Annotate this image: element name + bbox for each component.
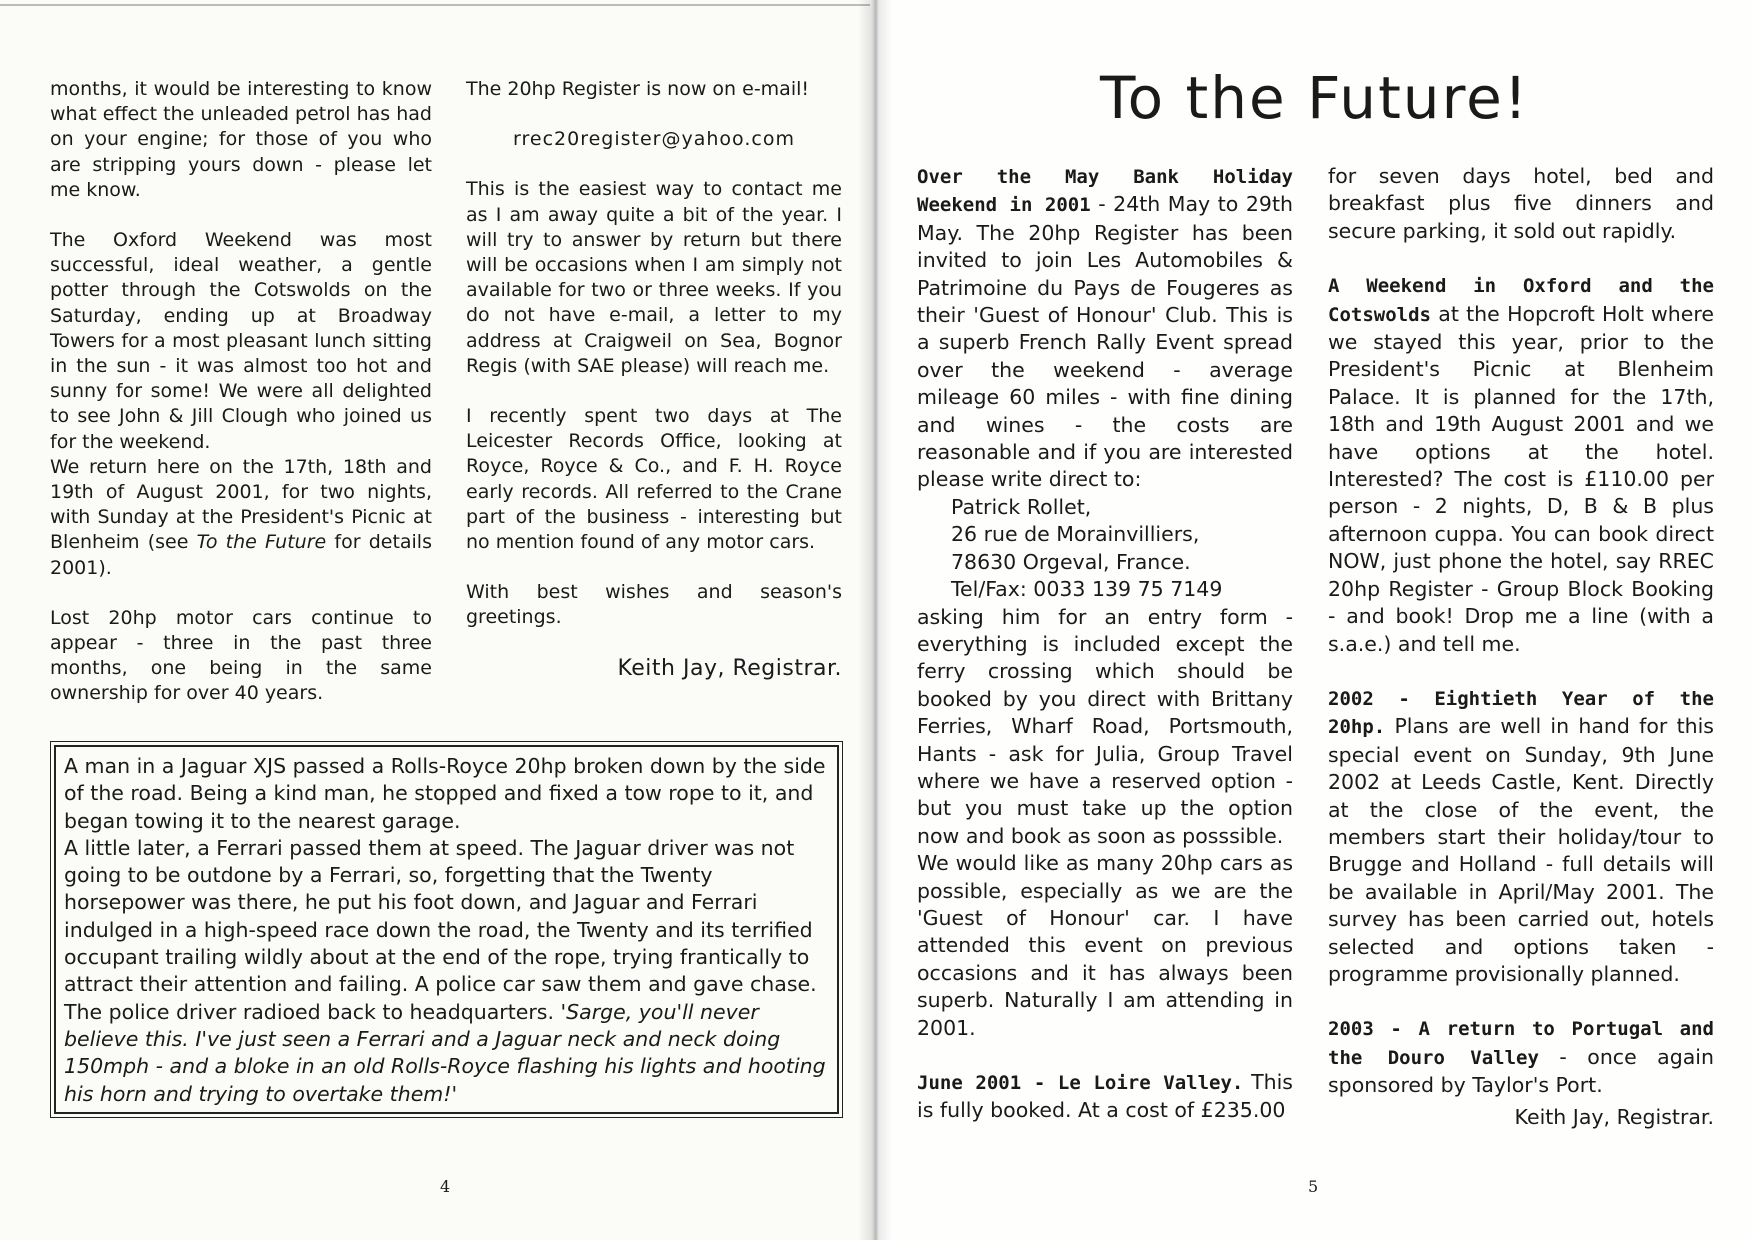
section-heading: 2003 - A return to Portugal and the Douro Valley <box>1328 1018 1714 1069</box>
paragraph: With best wishes and season's greetings. <box>466 581 842 629</box>
paragraph <box>917 1069 1293 1125</box>
address-line: Tel/Fax: 0033 139 75 7149 <box>951 577 1223 602</box>
story-paragraph: A man in a Jaguar XJS passed a Rolls-Royce 20hp broken down by the side of the road. Being a kind man, he stopped and fixed a tow rope to it, and began towing it to the nearest garage. <box>64 754 826 833</box>
italic-reference: To the Future <box>196 531 327 554</box>
paragraph: This is the easiest way to contact me as I am away quite a bit of the year. I will try to answer by return but there will be occasions when I am simply not available for two or three weeks. If you do not have e-mail, a letter to my address at Craigweil on Sea, Bognor Regis (with SAE please) will reach me. <box>466 178 842 377</box>
address-line: 78630 Orgeval, France. <box>951 549 1191 574</box>
email-address: rrec20register@yahoo.com <box>513 128 795 151</box>
paragraph: asking him for an entry form - everything is included except the ferry crossing which should be booked by you direct with Brittany Ferries, Wharf Road, Portsmouth, Hants - ask for Julia, Group Travel where we have a reserved option - but you must take up the option now and book as soon as posssible. <box>917 604 1293 848</box>
section-heading: Over the May Bank Holiday Weekend in 2001 <box>917 166 1293 217</box>
section-heading: A Weekend in Oxford and the Cotswolds <box>1328 275 1714 326</box>
book-gutter <box>858 0 892 1240</box>
left-page <box>0 0 872 1240</box>
address-line: Patrick Rollet, <box>951 494 1092 519</box>
anecdote-box <box>54 745 839 1114</box>
left-column-1 <box>50 77 432 732</box>
right-column-2 <box>1328 163 1714 1158</box>
story-paragraph: A little later, a Ferrari passed them at speed. The Jaguar driver was not going to be outdone by a Ferrari, so, forgetting that the Twenty horsepower was there, he put his foot down, and Jaguar and Ferrari indulged in a high-speed race down the road, the Twenty and its terrified occupant trailing wildly about at the end of the rope, trying frantically to attract their attention and failing. A police car saw them and gave chase. <box>64 835 817 997</box>
page-number: 4 <box>440 1177 451 1196</box>
paragraph: for seven days hotel, bed and breakfast plus five dinners and secure parking, it sold out rapidly. <box>1328 164 1714 243</box>
signature: Keith Jay, Registrar. <box>617 655 842 681</box>
text-run: - once again sponsored by Taylor's Port. <box>1328 1044 1714 1098</box>
paragraph <box>1328 1015 1714 1099</box>
paragraph <box>50 455 432 581</box>
top-rule <box>0 4 870 6</box>
page-number: 5 <box>1308 1177 1319 1196</box>
text-run: This is fully booked. At a cost of £235.00 <box>917 1070 1293 1123</box>
right-column-1 <box>917 163 1293 1152</box>
paragraph: I recently spent two days at The Leicester Records Office, looking at Royce, Royce & Co., and F. H. Royce early records. All referred to the Crane part of the business - interesting but no mention found of any motor cars. <box>466 405 842 554</box>
signature: Keith Jay, Registrar. <box>1514 1104 1714 1129</box>
text-run: We return here on the 17th, 18th and 19th of August 2001, for two nights, with Sunday at the President's Picnic at Blenheim (see <box>50 455 432 554</box>
paragraph: The 20hp Register is now on e-mail! <box>466 78 810 100</box>
right-page <box>872 0 1752 1240</box>
text-run: for details 2001). <box>50 531 432 579</box>
paragraph: months, it would be interesting to know what effect the unleaded petrol has had on your engine; for those of you who are stripping yours down - please let me know. <box>50 78 432 201</box>
paragraph: We would like as many 20hp cars as possible, especially as we are the 'Guest of Honour' car. I have attended this event on previous occasions and it has always been superb. Naturally I am attending in 2001. <box>917 851 1293 1040</box>
page-title: To the Future! <box>1100 64 1530 132</box>
address-line: 26 rue de Morainvilliers, <box>951 522 1200 547</box>
story-paragraph <box>64 999 829 1108</box>
paragraph <box>1328 272 1714 658</box>
text-run: Plans are well in hand for this special event on Sunday, 9th June 2002 at Leeds Castle, Kent. Directly at the close of the event, the members start their holiday/tour to Brugge and Holland - full details will be available in April/May 2001. The survey has been carried out, hotels selected and options taken - programme provisionally planned. <box>1328 714 1714 986</box>
section-heading: June 2001 - Le Loire Valley. <box>917 1072 1244 1094</box>
text-run: - 24th May to 29th May. The 20hp Register has been invited to join Les Automobiles & Patrimoine du Pays de Fougeres as their 'Guest of Honour' Club. This is a superb French Rally Event spread over the weekend - average mileage 60 miles - with fine dining and wines - the costs are reasonable and if you are interested please write direct to: <box>917 192 1293 492</box>
paragraph: Lost 20hp motor cars continue to appear - three in the past three months, one being in the same ownership for over 40 years. <box>50 606 432 705</box>
paragraph: The Oxford Weekend was most successful, ideal weather, a gentle potter through the Cotswolds on the Saturday, ending up at Broadway Towers for a most pleasant lunch sitting in the sun - it was almost too hot and sunny for some! We were all delighted to see John & Jill Clough who joined us for the weekend. <box>50 229 432 453</box>
paragraph <box>1328 685 1714 988</box>
text-run: at the Hopcroft Holt where we stayed this year, prior to the President's Picnic at Blenheim Palace. It is planned for the 17th, 18th and 19th August 2001 and we have options at the hotel. Interested? The cost is £110.00 per person - 2 nights, D, B & B plus afternoon cuppa. You can book direct NOW, just phone the hotel, say RREC 20hp Register - Group Block Booking - and book! Drop me a line (with a s.a.e.) and tell me. <box>1328 301 1714 656</box>
left-column-2 <box>466 77 842 706</box>
italic-quote: 'Sarge, you'll never believe this. I've just seen a Ferrari and a Jaguar neck and neck doing 150mph - and a bloke in an old Rolls-Royce flashing his lights and hooting his horn and trying to overtake them!' <box>64 999 826 1106</box>
section-heading: 2002 - Eightieth Year of the 20hp. <box>1328 687 1714 739</box>
paragraph <box>917 163 1293 494</box>
text-run: The police driver radioed back to headquarters. <box>64 999 561 1024</box>
